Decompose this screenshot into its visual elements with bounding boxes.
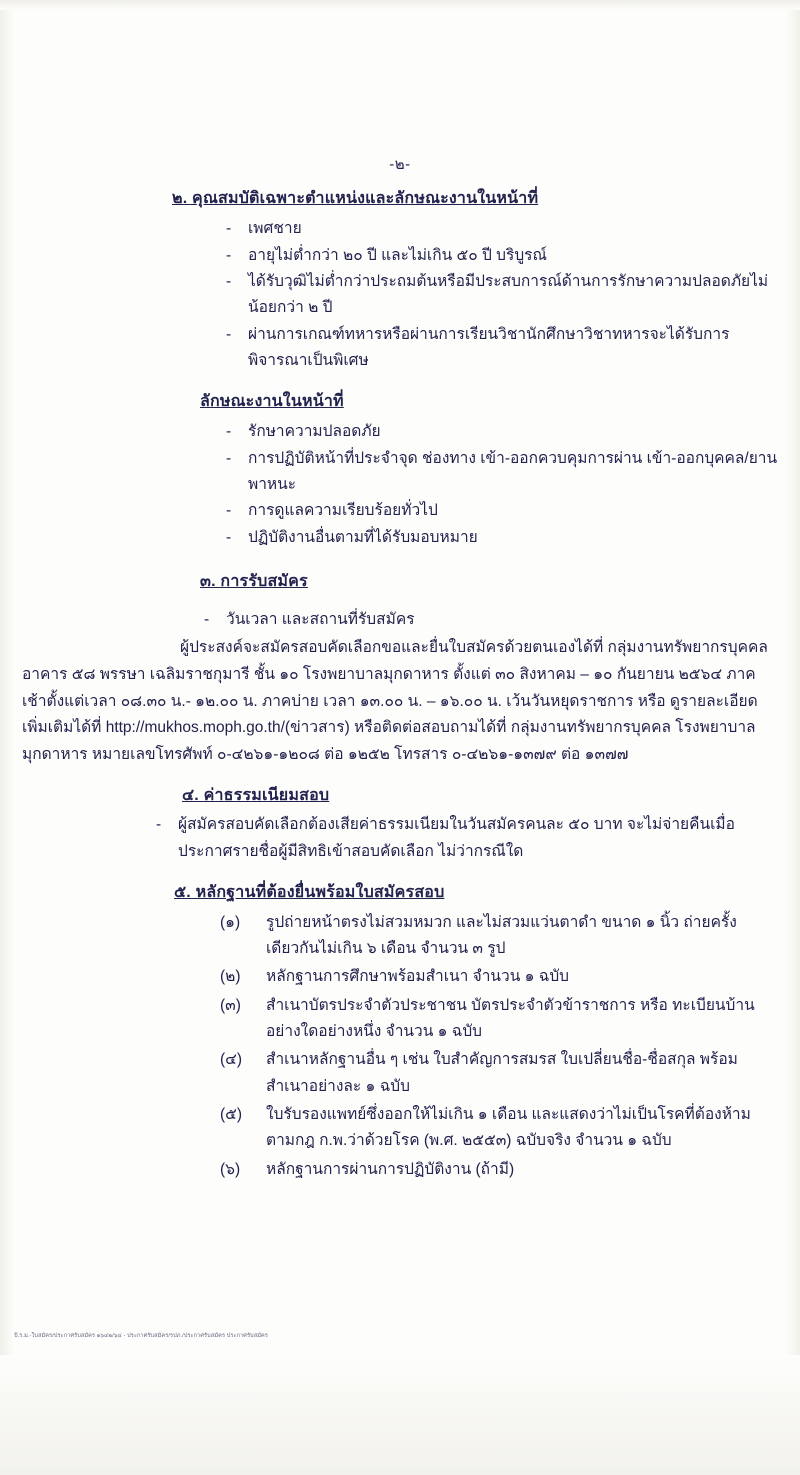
list-item: - อายุไม่ต่ำกว่า ๒๐ ปี และไม่เกิน ๕๐ ปี บริบูรณ์ xyxy=(220,243,778,269)
list-item-text: หลักฐานการผ่านการปฏิบัติงาน (ถ้ามี) xyxy=(266,1160,515,1178)
list-item: - ปฏิบัติงานอื่นตามที่ได้รับมอบหมาย xyxy=(220,525,778,551)
list-item xyxy=(220,910,778,963)
section-4-item: - ผู้สมัครสอบคัดเลือกต้องเสียค่าธรรมเนียมในวันสมัครคนละ ๕๐ บาท จะไม่จ่ายคืนเมื่อประกาศรายชื่อผู้มีสิทธิเข้าสอบคัดเลือก ไม่ว่ากรณีใด xyxy=(152,812,778,865)
list-item xyxy=(220,1157,778,1183)
list-item-marker: (๕) xyxy=(220,1106,243,1124)
list-item-text: สำเนาบัตรประจำตัวประชาชน บัตรประจำตัวข้าราชการ หรือ ทะเบียนบ้านอย่างใดอย่างหนึ่ง จำนวน ๑ ฉบับ xyxy=(266,996,755,1041)
list-item-marker: (๓) xyxy=(220,996,241,1014)
scan-edge-bottom xyxy=(0,1355,800,1475)
page-number: -๒- xyxy=(389,156,411,173)
section-5-heading: ๕. หลักฐานที่ต้องยื่นพร้อมใบสมัครสอบ xyxy=(174,883,445,901)
list-item: - ได้รับวุฒิไม่ต่ำกว่าประถมต้นหรือมีประสบการณ์ด้านการรักษาความปลอดภัยไม่น้อยกว่า ๒ ปี xyxy=(220,269,778,320)
section-3-paragraph: ผู้ประสงค์จะสมัครสอบคัดเลือกขอและยื่นใบสมัครด้วยตนเองได้ที่ กลุ่มงานทรัพยากรบุคคล อาคาร ๕๘ พรรษา เฉลิมราชกุมารี ชั้น ๑๐ โรงพยาบาลมุกดาหาร ตั้งแต่ ๓๐ สิงหาคม – ๑๐ กันยายน ๒๕๖๔ ภาคเช้าตั้งแต่เวลา ๐๘.๓๐ น.- ๑๒.๐๐ น. ภาคบ่าย เวลา ๑๓.๐๐ น. – ๑๖.๐๐ น. เว้นวันหยุดราชการ หรือ ดูรายละเอียดเพิ่มเติมได้ที่ http://mukhos.moph.go.th/(ข่าวสาร) หรือติดต่อสอบถามได้ที่ กลุ่มงานทรัพยากรบุคคล โรงพยาบาลมุกดาหาร หมายเลขโทรศัพท์ ๐-๔๒๖๑-๑๒๐๘ ต่อ ๑๒๕๒ โทรสาร ๐-๔๒๖๑-๑๓๗๙ ต่อ ๑๓๗๗ xyxy=(22,639,768,763)
footer-note: ป้.ร.ม.-ใบสมัคร/ประกาศรับสมัคร ๑๖๔๒/๖๔ - ประกาศรับสมัคร/รปภ./ประกาศรับสมัคร ประกาศรับสมัคร xyxy=(14,1333,268,1339)
section-2-heading: ๒. คุณสมบัติเฉพาะตำแหน่งและลักษณะงานในหน้าที่ xyxy=(172,190,539,207)
section-4-heading: ๔. ค่าธรรมเนียมสอบ xyxy=(182,786,330,804)
list-item xyxy=(220,993,778,1046)
list-item: - เพศชาย xyxy=(220,216,778,242)
list-item-marker: (๒) xyxy=(220,968,241,986)
list-item-text: ใบรับรองแพทย์ซึ่งออกให้ไม่เกิน ๑ เดือน และแสดงว่าไม่เป็นโรคที่ต้องห้ามตามกฎ ก.พ.ว่าด้วยโรค (พ.ศ. ๒๕๕๓) ฉบับจริง จำนวน ๑ ฉบับ xyxy=(266,1106,751,1150)
list-item-marker: (๑) xyxy=(220,913,241,931)
list-item: - การปฏิบัติหน้าที่ประจำจุด ช่องทาง เข้า-ออกควบคุมการผ่าน เข้า-ออกบุคคล/ยานพาหนะ xyxy=(220,446,778,497)
list-item xyxy=(220,1102,778,1155)
list-item-marker: (๔) xyxy=(220,1051,243,1069)
list-item xyxy=(220,1047,778,1100)
section-3-heading: ๓. การรับสมัคร xyxy=(200,572,308,590)
duties-heading: ลักษณะงานในหน้าที่ xyxy=(200,393,344,411)
section-5-list xyxy=(22,910,778,1183)
list-item-text: หลักฐานการศึกษาพร้อมสำเนา จำนวน ๑ ฉบับ xyxy=(266,968,570,986)
section-2-list xyxy=(22,216,778,373)
duties-list xyxy=(22,419,778,551)
list-item xyxy=(220,964,778,990)
list-item: - ผ่านการเกณฑ์ทหารหรือผ่านการเรียนวิชานักศึกษาวิชาทหารจะได้รับการพิจารณาเป็นพิเศษ xyxy=(220,322,778,373)
list-item: - การดูแลความเรียบร้อยทั่วไป xyxy=(220,498,778,524)
document-body xyxy=(22,186,778,1183)
list-item-marker: (๖) xyxy=(220,1160,241,1178)
list-item: - รักษาความปลอดภัย xyxy=(220,419,778,445)
section-3-lead: - วันเวลา และสถานที่รับสมัคร xyxy=(200,607,778,634)
list-item-text: สำเนาหลักฐานอื่น ๆ เช่น ใบสำคัญการสมรส ใบเปลี่ยนชื่อ-ชื่อสกุล พร้อมสำเนาอย่างละ ๑ ฉบับ xyxy=(266,1051,738,1095)
list-item-text: รูปถ่ายหน้าตรงไม่สวมหมวก และไม่สวมแว่นตาดำ ขนาด ๑ นิ้ว ถ่ายครั้งเดียวกันไม่เกิน ๖ เดือน จำนวน ๓ รูป xyxy=(266,913,737,958)
